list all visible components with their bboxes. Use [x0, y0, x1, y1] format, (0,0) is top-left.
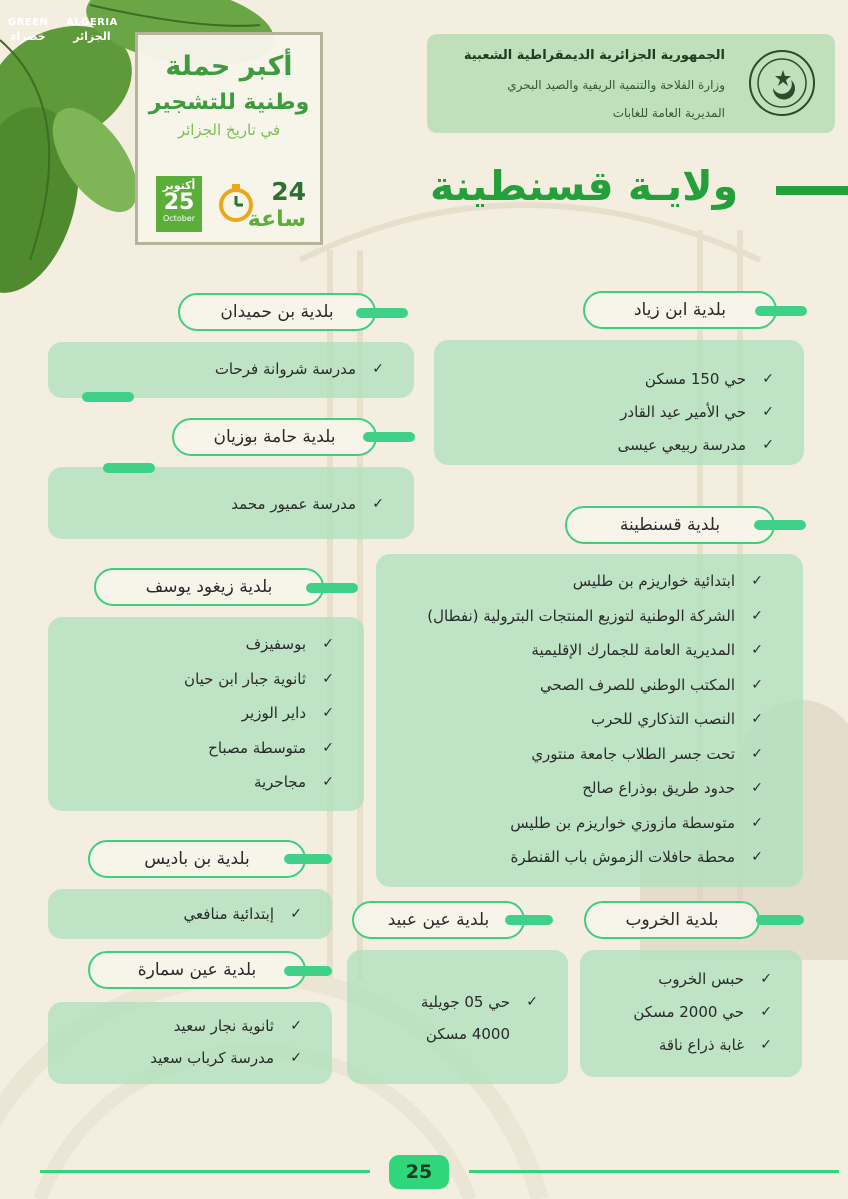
check-icon: ✓: [322, 705, 334, 722]
ain-smara-list: [48, 1002, 332, 1074]
date-badge: [156, 176, 202, 232]
ben-hamidane-label: بلدية بن حميدان: [178, 293, 376, 331]
republic-name: الجمهورية الجزائرية الديمقراطية الشعبية: [463, 48, 725, 63]
hours-word: ساعة: [247, 207, 306, 232]
ben-hamidane-panel: [48, 342, 414, 398]
list-item: ✓ متوسطة مازوزي خواريزم بن طليس: [510, 813, 763, 832]
check-icon: ✓: [751, 607, 763, 624]
check-icon: ✓: [762, 403, 774, 420]
date-day: 25: [163, 190, 195, 215]
el-khroub-list: [580, 950, 802, 1061]
accent-bar: [103, 463, 155, 473]
check-icon: ✓: [751, 573, 763, 590]
campaign-line-1: أكبر حملة: [165, 51, 293, 82]
check-icon: ✓: [290, 1018, 302, 1034]
check-icon: ✓: [322, 774, 334, 791]
hours-number: 24: [271, 177, 306, 206]
list-item: ✓ متوسطة مصباح: [208, 738, 334, 757]
campaign-box: [135, 32, 323, 245]
list-item: ✓ إبتدائية منافعي: [183, 904, 302, 923]
ben-badis-label: بلدية بن باديس: [88, 840, 306, 878]
ain-abid-list: [347, 950, 568, 1050]
check-icon: ✓: [760, 1003, 772, 1020]
zighoud-youcef-label: بلدية زيغود يوسف: [94, 568, 324, 606]
accent-bar: [82, 392, 134, 402]
el-khroub-label: بلدية الخروب: [584, 901, 760, 939]
check-icon: ✓: [322, 670, 334, 687]
ibn-ziad-list: [434, 340, 804, 461]
ministry-name: وزارة الفلاحة والتنمية الريفية والصيد البحري: [507, 78, 725, 92]
page-number: 25: [389, 1155, 449, 1189]
zighoud-youcef-panel: [48, 617, 364, 811]
list-item: ✓ الشركة الوطنية لتوزيع المنتجات البترولية (نفطال): [427, 606, 763, 625]
check-icon: ✓: [322, 636, 334, 653]
check-icon: ✓: [751, 711, 763, 728]
algeria-ar: الجزائر: [73, 30, 111, 43]
check-icon: ✓: [290, 1050, 302, 1066]
check-icon: ✓: [526, 994, 538, 1010]
campaign-line-3: في تاريخ الجزائر: [177, 121, 281, 139]
list-item: ✓ ثانوية نجار سعيد: [173, 1017, 302, 1035]
green-ar: خضراء: [10, 30, 46, 43]
accent-bar: [756, 915, 804, 925]
ben-hamidane-list: [48, 342, 414, 385]
list-item: ✓ حدود طريق بوذراع صالح: [582, 779, 763, 798]
accent-bar: [284, 966, 332, 976]
list-item: ✓ مدرسة شروانة فرحات: [214, 359, 384, 378]
check-icon: ✓: [372, 360, 384, 377]
list-item: ✓ محطة حافلات الزموش باب القنطرة: [510, 848, 763, 867]
accent-bar: [306, 583, 358, 593]
ben-badis-panel: [48, 889, 332, 939]
check-icon: ✓: [762, 370, 774, 387]
ibn-ziad-label: بلدية ابن زياد: [583, 291, 777, 329]
accent-bar: [505, 915, 553, 925]
date-month-ar: أكتوبر: [162, 179, 196, 192]
check-icon: ✓: [762, 436, 774, 453]
ain-smara-panel: [48, 1002, 332, 1084]
check-icon: ✓: [760, 970, 772, 987]
ain-abid-label: بلدية عين عبيد: [352, 901, 525, 939]
list-item: ✓ داير الوزير: [241, 704, 334, 723]
list-item: ✓ تحت جسر الطلاب جامعة منتوري: [531, 744, 763, 763]
national-emblem-icon: [747, 48, 817, 118]
algeria-en: ALGERIA: [66, 17, 118, 28]
accent-bar: [755, 306, 807, 316]
list-item: ✓ ابتدائية خواريزم بن طليس: [572, 572, 763, 591]
list-item: ✓ حي 05 جويلية: [420, 993, 538, 1011]
list-item: ✓ حي الأمير عيد القادر: [620, 402, 774, 421]
list-item: ✓ المديرية العامة للجمارك الإقليمية: [531, 641, 763, 660]
check-icon: ✓: [372, 495, 384, 512]
ain-abid-panel: [347, 950, 568, 1084]
list-item: ✓ مدرسة عميور محمد: [231, 494, 384, 513]
check-icon: ✓: [751, 676, 763, 693]
check-icon: ✓: [760, 1036, 772, 1053]
green-brand: [8, 16, 48, 44]
campaign-line-2: وطنية للتشجير: [148, 90, 310, 115]
ben-badis-list: [48, 889, 332, 930]
hamma-bouziane-label: بلدية حامة بوزيان: [172, 418, 377, 456]
list-item: ✓ مدرسة كرباب سعيد: [150, 1049, 302, 1067]
green-en: GREEN: [8, 17, 49, 28]
directorate-name: المديرية العامة للغابات: [612, 106, 725, 120]
list-item: ✓ مدرسة ربيعي عيسى: [617, 435, 774, 454]
hamma-bouziane-list: [48, 467, 414, 520]
algeria-brand: [66, 16, 118, 44]
list-item: ✓ حي 150 مسكن: [644, 369, 774, 388]
accent-bar: [754, 520, 806, 530]
list-item: 4000 مسكن: [425, 1025, 510, 1043]
title-accent-bar: [776, 186, 848, 195]
list-item: ✓ حي 2000 مسكن: [633, 1002, 772, 1021]
government-header: [427, 34, 835, 133]
constantine-label: بلدية قسنطينة: [565, 506, 775, 544]
check-icon: ✓: [751, 642, 763, 659]
list-item: ✓ مجاحرية: [253, 773, 334, 792]
zighoud-youcef-list: [48, 617, 364, 800]
ain-smara-label: بلدية عين سمارة: [88, 951, 306, 989]
constantine-panel: [376, 554, 803, 887]
check-icon: ✓: [751, 849, 763, 866]
check-icon: ✓: [290, 905, 302, 922]
check-icon: ✓: [751, 780, 763, 797]
hamma-bouziane-panel: [48, 467, 414, 539]
list-item: ✓ النصب التذكاري للحرب: [591, 710, 763, 729]
list-item: ✓ بوسفيزف: [245, 635, 334, 654]
check-icon: ✓: [751, 814, 763, 831]
accent-bar: [356, 308, 408, 318]
accent-bar: [284, 854, 332, 864]
footer-line-left: [40, 1170, 370, 1173]
check-icon: ✓: [322, 739, 334, 756]
ibn-ziad-panel: [434, 340, 804, 465]
date-month-en: October: [162, 214, 195, 223]
list-item: ✓ غابة ذراع ناقة: [658, 1035, 772, 1054]
list-item: ✓ المكتب الوطني للصرف الصحي: [539, 675, 763, 694]
constantine-list: [376, 554, 803, 875]
list-item: ✓ حبس الخروب: [658, 969, 772, 988]
list-item: ✓ ثانوية جبار ابن حيان: [184, 669, 334, 688]
check-icon: ✓: [751, 745, 763, 762]
footer-line-right: [469, 1170, 839, 1173]
el-khroub-panel: [580, 950, 802, 1077]
wilaya-title: ولايـة قسنطينة: [430, 162, 739, 210]
accent-bar: [363, 432, 415, 442]
